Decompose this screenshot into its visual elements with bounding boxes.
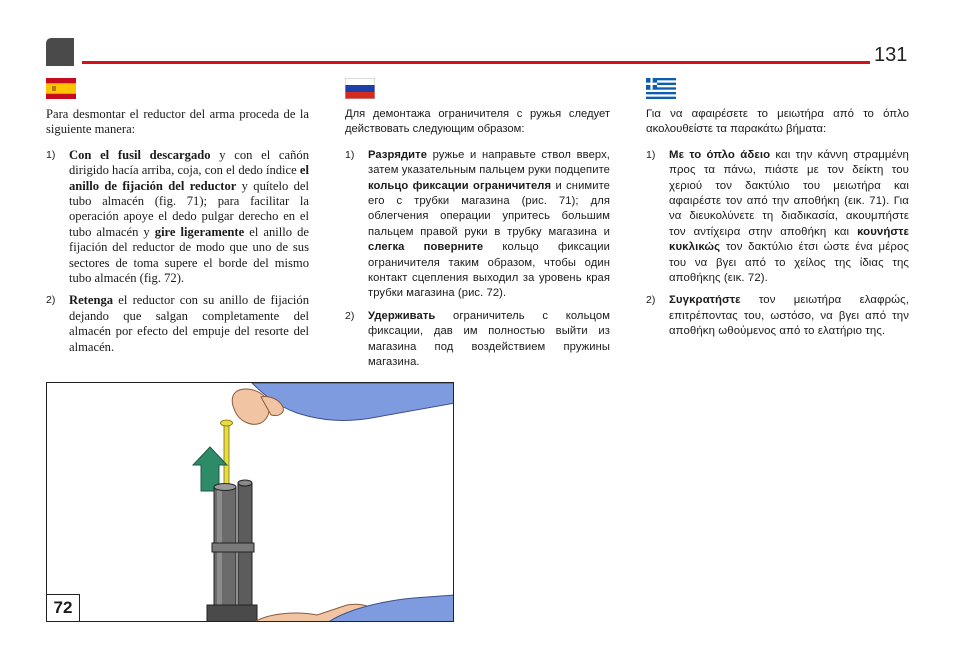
es-steps [46, 148, 309, 355]
ru-step1-text-2: и снимите его с трубки магазина (рис. 71); для облегчения операции упритесь большим пальцем правой руки в трубку магазина и [368, 179, 610, 238]
spanish-column [46, 107, 309, 362]
gr-step1-text-1: και την κάννη στραμμένη προς τα πάνω, πιάστε με τον δείκτη του χεριού τον δακτύλιο του μειωτήρα και αφαιρέστε τον από την αποθήκη (εικ. 71). Για να διευκολύνετε τη διαδικασία, ακουμπήστε τον αντίχειρα στην αποθήκη και [669, 148, 909, 238]
gr-step-2 [646, 293, 909, 339]
es-step1-bold-1: Con el fusil descargado [69, 147, 211, 162]
ru-step2-bold-1: Удерживать [368, 309, 436, 322]
es-step1-text-1: y con el cañón dirigido hacía arriba, coja, con el dedo índice [69, 147, 309, 178]
figure-number: 72 [47, 594, 80, 621]
step-number: 2) [646, 294, 656, 307]
figure-72 [46, 382, 454, 622]
ru-step1-bold-1: Разрядите [368, 148, 428, 161]
es-step2-bold-1: Retenga [69, 293, 114, 308]
es-step-1 [46, 148, 309, 287]
spain-flag-icon [46, 78, 76, 99]
header-rule [82, 61, 870, 64]
es-step1-bold-2: el anillo de fijación del reductor [69, 163, 309, 193]
russian-column [345, 107, 610, 378]
step-number: 1) [46, 148, 56, 161]
gr-step1-bold-1: Με το όπλο άδειο [669, 148, 771, 161]
gr-step2-text-1: τον μειωτήρα ελαφρώς, επιτρέποντας του, ωστόσο, να βγει από την αποθήκη ωθούμενος από το ελατήριο της. [669, 294, 909, 338]
gr-step-1 [646, 148, 909, 287]
es-step-2 [46, 293, 309, 355]
ru-step2-text-1: ограничитель с кольцом фиксации, дав им полностью выйти из магазина под воздействием пружины магазина. [368, 309, 610, 369]
gr-step1-text-2: τον δακτύλιο έτσι ώστε ένα μέρος του να βγει από το χείλος της ίδιας της αποθήκης (εικ. 72). [669, 241, 909, 285]
magazine-tube-illustration [47, 383, 454, 622]
step-number: 1) [345, 148, 355, 161]
ru-intro: Для демонтажа ограничителя с ружья следует действовать следующим образом: [345, 108, 610, 136]
ru-step1-text-1: ружье и направьте ствол вверх, затем указательным пальцем руки подцепите [368, 148, 610, 177]
gr-step1-text [669, 149, 909, 284]
ru-steps [345, 148, 610, 371]
russia-flag-icon [345, 78, 375, 99]
ru-step-1 [345, 148, 610, 302]
ru-step1-bold-2: кольцо фиксации ограничителя [368, 179, 552, 192]
step-number: 2) [345, 309, 355, 322]
ru-step2-text [368, 310, 610, 368]
greek-column [646, 107, 909, 347]
es-step1-text-3: el anillo de fijación del reductor de modo que uno de sus sectores de toma supere el borde del mismo tubo almacén (fig. 72). [69, 224, 309, 286]
gr-intro: Για να αφαιρέσετε το μειωτήρα από το όπλο ακολουθείστε τα παρακάτω βήματα: [646, 108, 909, 136]
ru-step1-bold-3: слегка поверните [368, 241, 484, 254]
ru-step-2 [345, 309, 610, 371]
es-step2-text-1: el reductor con su anillo de fijación dejando que salgan completamente del almacén por efecto del empuje del resorte del almacén. [69, 293, 309, 354]
step-number: 2) [46, 294, 56, 307]
gr-steps [646, 148, 909, 340]
es-intro: Para desmontar el reductor del arma proceda de la siguiente manera: [46, 107, 309, 137]
ru-step1-text [368, 149, 610, 300]
es-step1-bold-3: gire ligeramente [154, 224, 245, 239]
gr-step1-bold-2: κουνήστε κυκλικώς [669, 225, 909, 254]
page-number: 131 [874, 44, 908, 66]
section-corner-icon [46, 38, 74, 66]
greece-flag-icon [646, 78, 676, 99]
ru-step1-text-3: кольцо фиксации ограничителя таким образом, чтобы один контакт сцепления выходил за уровень края трубки магазина (рис. 72). [368, 241, 610, 300]
es-step1-text-2: y quítelo del tubo almacén (fig. 71); para facilitar la operación apoye el dedo pulgar derecho en el tubo almacén y [69, 178, 309, 239]
step-number: 1) [646, 148, 656, 161]
gr-step2-text [669, 294, 909, 337]
gr-step2-bold-1: Συγκρατήστε [669, 294, 741, 307]
